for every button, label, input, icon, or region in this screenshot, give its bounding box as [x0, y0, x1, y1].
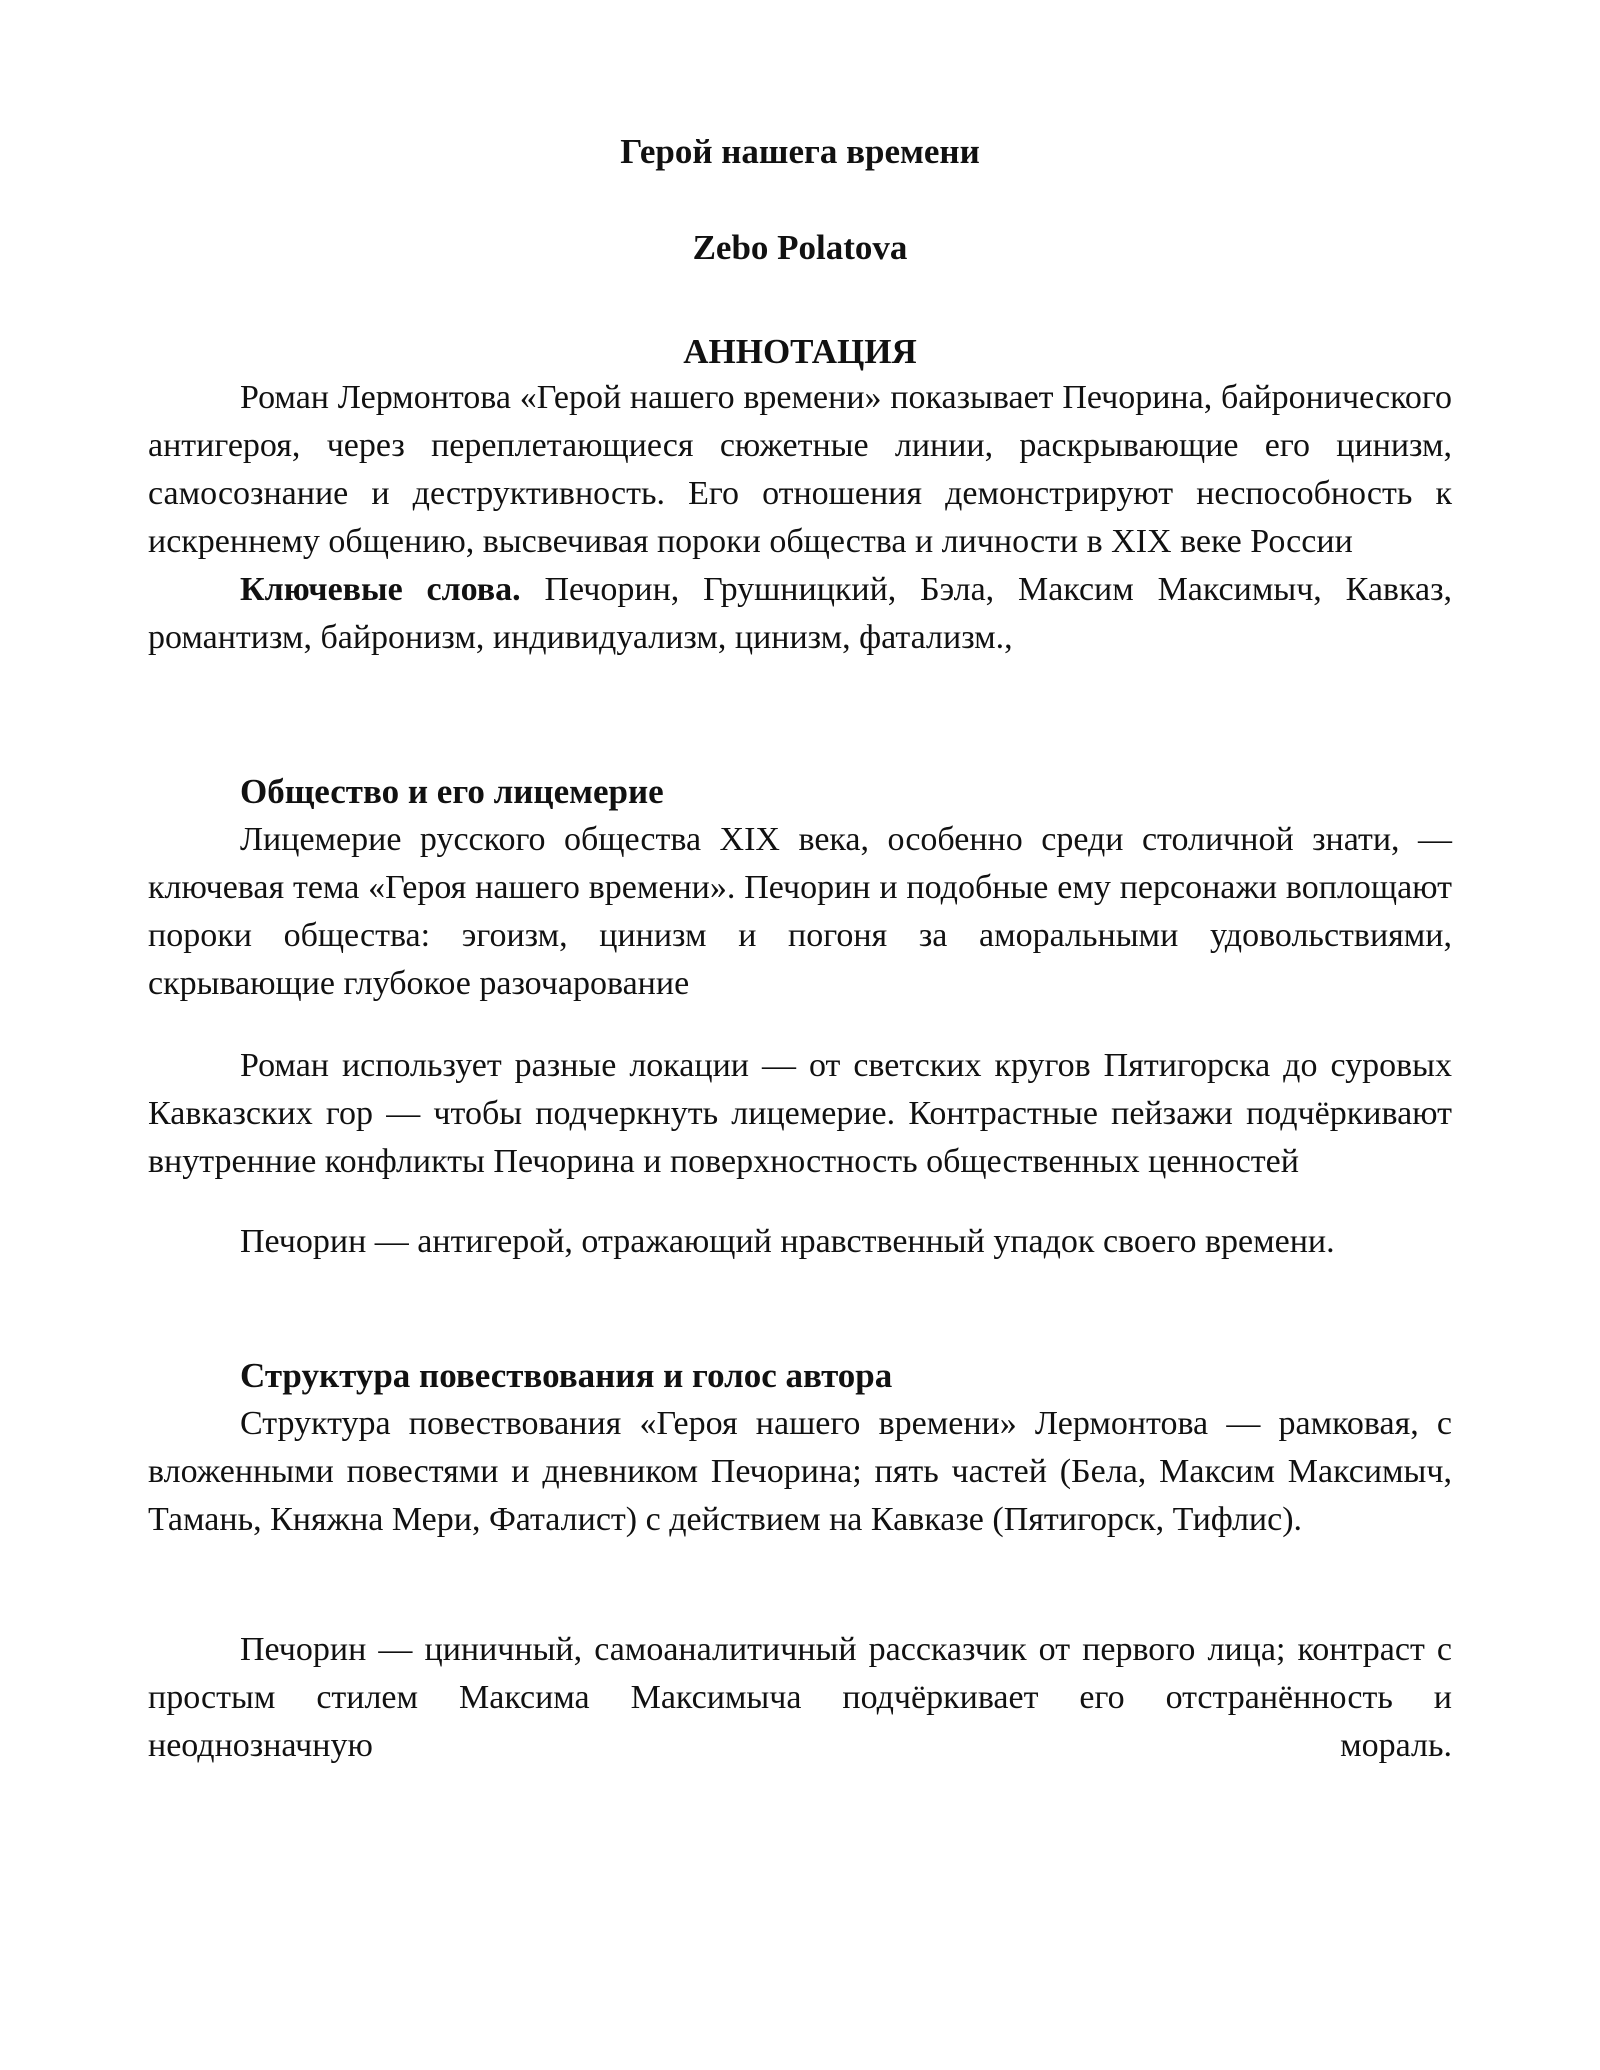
section2-paragraph-1: Структура повествования «Героя нашего времени» Лермонтова — рамковая, с вложенными повестями и дневником Печорина; пять частей (Бела, Максим Максимыч, Тамань, Княжна Мери, Фаталист) с действием на Кавказе (Пятигорск, Тифлис).	[148, 1405, 1452, 1538]
keywords-paragraph	[148, 566, 1452, 662]
spacer	[148, 1266, 1452, 1352]
keywords-label: Ключевые слова.	[240, 571, 521, 608]
section-heading-structure: Структура повествования и голос автора	[240, 1356, 893, 1395]
document-page	[148, 130, 1452, 1770]
spacer	[148, 662, 1452, 768]
spacer	[148, 1186, 1452, 1218]
spacer	[148, 1008, 1452, 1042]
document-title: Герой нашега времени	[620, 132, 980, 171]
section1-paragraph-3: Печорин — антигерой, отражающий нравственный упадок своего времени.	[240, 1223, 1335, 1260]
annotation-heading: АННОТАЦИЯ	[683, 332, 917, 371]
author-name: Zebo Polatova	[692, 228, 908, 267]
section-heading-society: Общество и его лицемерие	[240, 772, 664, 811]
section1-paragraph-2: Роман использует разные локации — от светских кругов Пятигорска до суровых Кавказских гор — чтобы подчеркнуть лицемерие. Контрастные пейзажи подчёркивают внутренние конфликты Печорина и поверхностность общественных ценностей	[148, 1047, 1452, 1180]
section1-paragraph-1: Лицемерие русского общества XIX века, особенно среди столичной знати, — ключевая тема «Героя нашего времени». Печорин и подобные ему персонажи воплощают пороки общества: эгоизм, цинизм и погоня за аморальными удовольствиями, скрывающие глубокое разочарование	[148, 821, 1452, 1002]
keywords-list: Печорин, Грушницкий, Бэла, Максим Максимыч, Кавказ, романтизм, байронизм, индивидуализм, цинизм, фатализм.,	[148, 571, 1453, 656]
spacer	[148, 1544, 1452, 1626]
section2-paragraph-2: Печорин — циничный, самоаналитичный рассказчик от первого лица; контраст с простым стилем Максима Максимыча подчёркивает его отстранённость и неоднозначную мораль.	[148, 1631, 1452, 1764]
annotation-paragraph: Роман Лермонтова «Герой нашего времени» показывает Печорина, байронического антигероя, через переплетающиеся сюжетные линии, раскрывающие его цинизм, самосознание и деструктивность. Его отношения демонстрируют неспособность к искреннему общению, высвечивая пороки общества и личности в XIX веке России	[148, 379, 1452, 560]
